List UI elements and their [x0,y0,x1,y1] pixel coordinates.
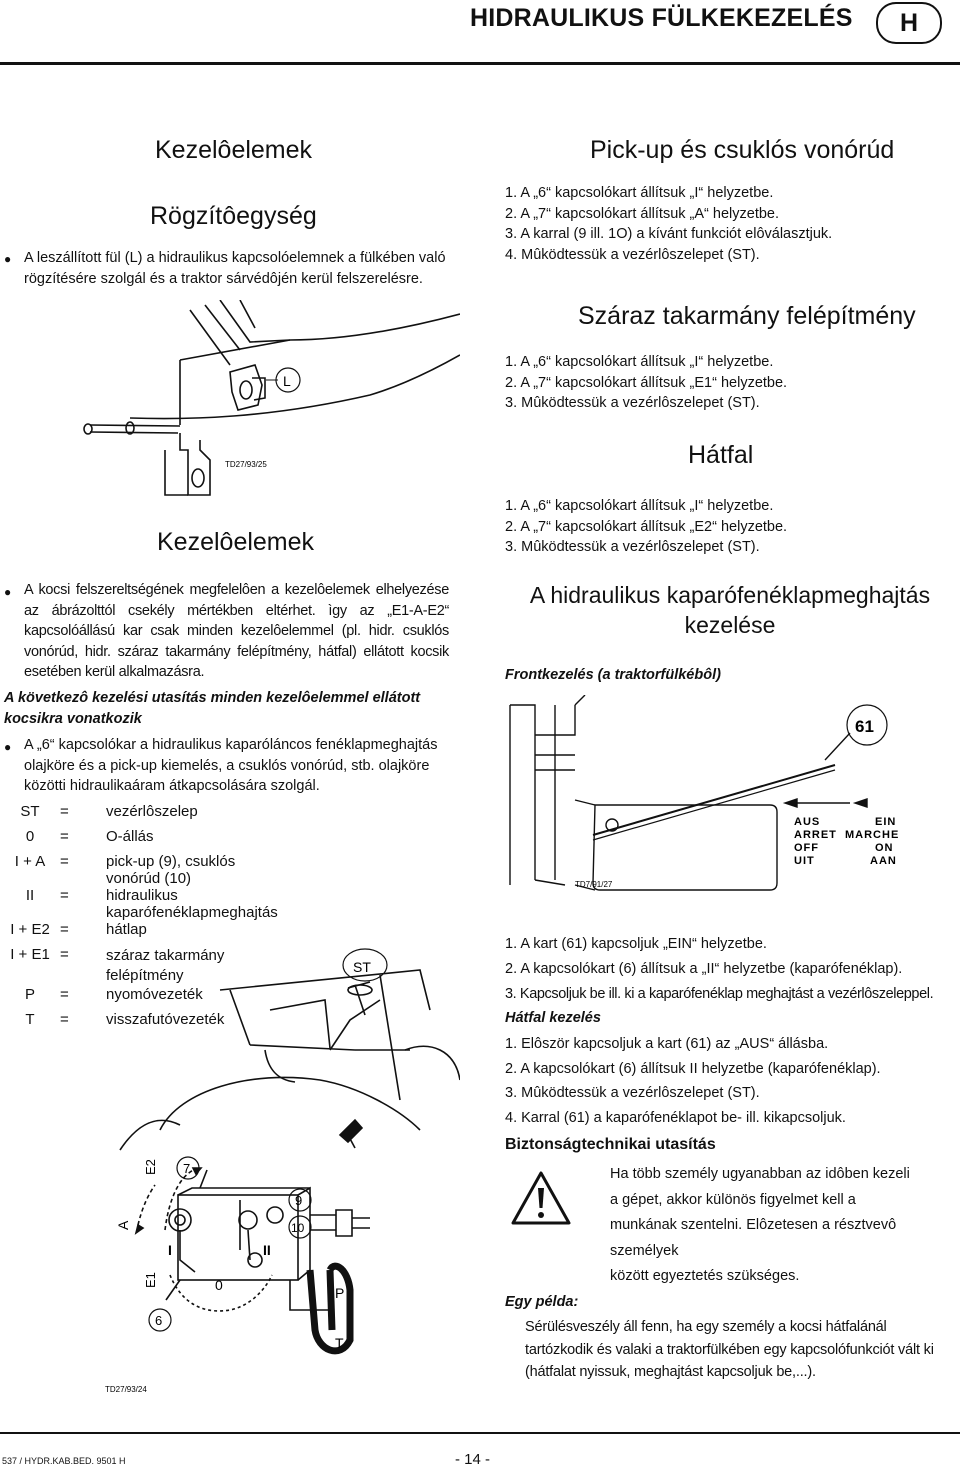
note-italic: A következô kezelési utasítás minden kezelôelemmel ellátott kocsikra vonatkozik [4,690,421,727]
safety-line: munkának szentelni. Elôzetesen a résztvevô [610,1217,897,1233]
example-text [525,1316,955,1384]
safety-line: a gépet, akkor különös figyelmet kell a [610,1191,856,1208]
legend-row: I + E1 = száraz takarmány felépítmény [10,946,225,984]
fig3-n61: 61 [855,717,874,736]
warning-triangle-icon [510,1170,572,1226]
fig2-n6: 6 [155,1313,163,1328]
step-item: 1. A „6“ kapcsolókart állítsuk „I“ helyzetbe. [505,354,774,370]
step-item: 4. Mûködtessük a vezérlôszelepet (ST). [505,246,760,263]
fig3-label-uit: UIT [794,855,815,867]
fig2-e1: E1 [143,1272,158,1288]
fig3-label-arret: ARRET [794,829,837,841]
paragraph-kapcsolokar: A „6“ kapcsolókar a hidraulikus kaparóláncos fenéklapmeghajtás olajköre és a pick-up kiemelés, a csuklós vonórúd, stb. olajköre közötti hidraulikaáram átkapcsolására szolgál. [24,737,438,794]
heading-hatfal: Hátfal [688,441,754,469]
fig3-label-aan: AAN [870,855,897,867]
step-item: 2. A „7“ kapcsolókart állítsuk „A“ helyzetbe. [505,205,780,222]
safety-line: személyek [610,1242,679,1259]
step-item: 2. A kapcsolókart (6) állítsuk a „II“ helyzetbe (kaparófenéklap). [505,961,903,977]
fig3-code: TD7/91/27 [575,880,613,889]
page-header-title: HIDRAULIKUS FÜLKEKEZELÉS [470,4,853,32]
safety-line: Ha több személy ugyanabban az idôben kezeli [610,1166,910,1182]
legend-row: I + A = pick-up (9), csuklós vonórúd (10) [14,853,236,887]
fig2-a: A [115,1220,131,1230]
figure-bracket-fender [40,300,460,500]
figure-switch-61 [505,695,905,895]
section-letter-badge: H [876,2,942,44]
step-item: 2. A kapcsolókart (6) állítsuk II helyzetbe (kaparófenéklap). [505,1060,881,1077]
step-item: 3. A karral (9 ill. 1O) a kívánt funkciót elôválasztjuk. [505,226,833,242]
safety-line: között egyeztetés szükséges. [610,1268,800,1284]
steps-pickup [505,183,945,265]
step-item: 1. Elôször kapcsoljuk a kart (61) az „AUS“ állásba. [505,1036,829,1052]
steps-szaraz [505,352,945,414]
legend-row: II = hidraulikus kaparófenéklapmeghajtás [25,887,278,921]
heading-kaparofeneklap-1: A hidraulikus kaparófenéklapmeghajtás [529,582,931,608]
fig2-n7: 7 [183,1161,191,1176]
heading-kezeloelemek-2: Kezelôelemek [157,528,315,556]
step-item: 3. Mûködtessük a vezérlôszelepet (ST). [505,1085,760,1101]
heading-pickup: Pick-up és csuklós vonórúd [590,136,895,164]
figure-control-block [100,930,460,1400]
fig2-n9: 9 [295,1193,303,1208]
footer-rule [0,1432,960,1434]
fig2-e2: E2 [143,1159,158,1175]
steps-front [505,932,955,1007]
example-line: Sérülésveszély áll fenn, ha egy személy a kocsi hátfalánál [525,1319,887,1335]
fig1-label-l: L [283,373,291,389]
legend-row: T = visszafutóvezeték [25,1011,225,1028]
header-rule [0,62,960,65]
fig3-label-ein: EIN [875,816,897,828]
legend-row: ST = vezérlôszelep [20,803,198,820]
fig2-n10: 10 [291,1221,305,1235]
safety-text [610,1162,950,1290]
fig3-label-marche: MARCHE [845,829,900,841]
fig2-n0: 0 [215,1277,223,1293]
sub-frontkezeles: Frontkezelés (a traktorfülkébôl) [505,667,721,683]
paragraph-rogzito: A leszállított fül (L) a hidraulikus kapcsolóelemnek a fülkében való rögzítésére szolgál és a traktor sárvédôjén kerül felszerelésre. [24,250,446,287]
heading-kaparofeneklap-2: kezelése [684,612,776,638]
fig2-i: I [168,1242,172,1258]
example-line: tartózkodik és valaki a traktorfülkében egy kapcsolófunkciót vált ki [525,1341,934,1358]
fig3-label-aus: AUS [794,816,821,828]
bullet-icon: ● [4,740,12,754]
heading-szaraz: Száraz takarmány felépítmény [578,302,916,330]
heading-rogzitoegyseg: Rögzítôegység [150,202,317,230]
step-item: 1. A „6“ kapcsolókart állítsuk „I“ helyzetbe. [505,185,774,201]
example-label: Egy példa: [505,1294,579,1310]
fig3-label-off: OFF [794,842,819,854]
legend-row: 0 = O-állás [25,828,154,845]
step-item: 3. Mûködtessük a vezérlôszelepet (ST). [505,395,760,411]
sub-hatfal-kezeles: Hátfal kezelés [505,1010,601,1026]
fig1-code: TD27/93/25 [225,460,267,469]
steps-hatfal [505,496,945,558]
step-item: 3. Mûködtessük a vezérlôszelepet (ST). [505,539,760,555]
fig3-label-on: ON [875,842,894,854]
steps-rear [505,1032,955,1130]
step-item: 4. Karral (61) a kaparófenéklapot be- ill. kikapcsoljuk. [505,1109,846,1126]
fig2-t: T [335,1335,344,1351]
legend-row: I + E2 = hátlap [10,921,147,938]
paragraph-kocsi: A kocsi felszereltségének megfelelôen a kezelôelemek elhelyezése az ábrázolttól csekély mértékben eltérhet. ìgy az „E1-A-E2“ kapcsolóállású kar csak minden kezelôelemmel (pl. hidr. csuklós vonórúd, hidr. száraz takarmány felépítmény, hátfal) ellátott kocsik esetében kerül alkalmazásra. [24,582,449,680]
heading-kezeloelemek: Kezelôelemek [155,136,313,164]
step-item: 2. A „7“ kapcsolókart állítsuk „E1“ helyzetbe. [505,374,788,391]
legend-row: P = nyomóvezeték [24,986,203,1003]
step-item: 1. A „6“ kapcsolókart állítsuk „I“ helyzetbe. [505,498,774,514]
footer-code: 537 / HYDR.KAB.BED. 9501 H [2,1456,126,1466]
bullet-icon: ● [4,252,12,266]
fig2-st: ST [353,959,371,975]
bullet-icon: ● [4,585,12,599]
fig2-p: P [335,1285,345,1301]
fig2-ii: II [263,1242,271,1258]
page-number: - 14 - [455,1451,491,1468]
step-item: 1. A kart (61) kapcsoljuk „EIN“ helyzetbe. [505,936,767,952]
step-item: 3. Kapcsoljuk be ill. ki a kaparófenéklap meghajtást a vezérlôszeleppel. [505,986,934,1002]
example-line: (hátfalat nyissuk, meghajtást kapcsoljuk be,...). [525,1364,816,1380]
step-item: 2. A „7“ kapcsolókart állítsuk „E2“ helyzetbe. [505,518,788,535]
fig2-code: TD27/93/24 [105,1385,147,1394]
safety-title: Biztonságtechnikai utasítás [505,1136,716,1153]
